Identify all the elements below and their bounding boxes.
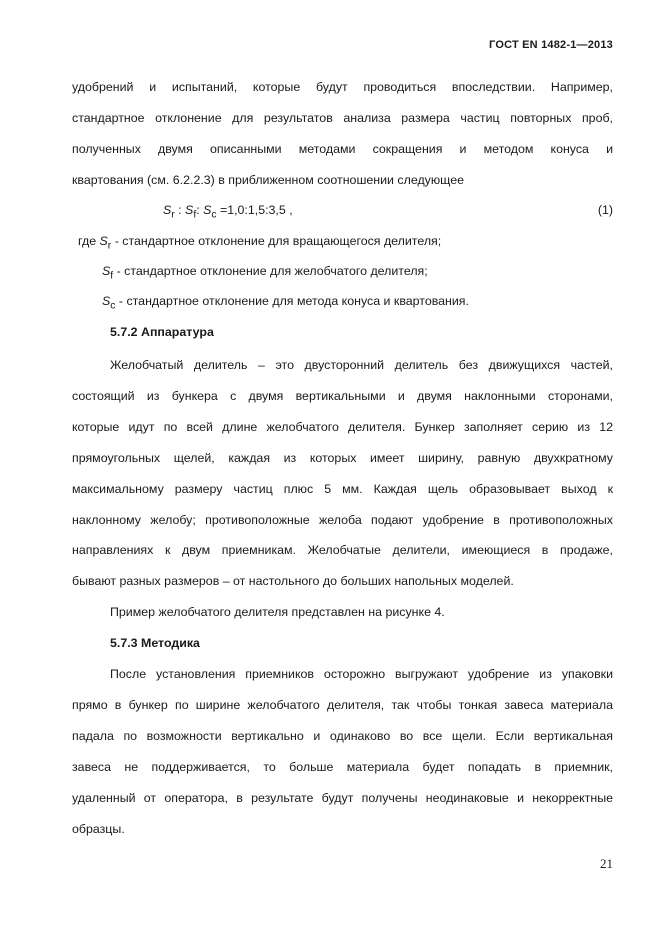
formula-subscript: f <box>193 209 197 221</box>
definition-subscript: c <box>110 300 116 312</box>
section-heading: 5.7.2 Аппаратура <box>110 325 214 339</box>
para1-line: стандартное отклонение для результатов анализа размера частиц повторных проб, <box>72 111 613 125</box>
definition-subscript: f <box>110 270 114 282</box>
para2-line: Желобчатый делитель – это двусторонний делитель без движущихся частей, <box>110 358 613 372</box>
formula-separator: : <box>174 203 186 217</box>
para2-line: бывают разных размеров – от настольного до больших напольных моделей. <box>72 574 514 588</box>
para4-line: прямо в бункер по ширине желобчатого делителя, так чтобы тонкая завеса материала <box>72 698 613 712</box>
para2-line: максимальному размеру частиц плюс 5 мм. Каждая щель образовывает выход к <box>72 482 613 496</box>
definition-subscript: r <box>107 240 112 252</box>
formula-symbol: S <box>185 203 194 217</box>
para4-line: образцы. <box>72 822 125 836</box>
para2-line: направлениях к двум приемникам. Желобчатые делители, имеющиеся в продаже, <box>72 543 613 557</box>
formula-subscript: r <box>171 209 175 221</box>
para4-line: После установления приемников осторожно выгружают удобрение из упаковки <box>110 667 613 681</box>
definition-prefix: где <box>78 234 100 248</box>
section-heading: 5.7.3 Методика <box>110 636 200 650</box>
para1-line: полученных двумя описанными методами сокращения и методом конуса и <box>72 142 613 156</box>
para4-line: завеса не поддерживается, то больше материала будет попадать в приемник, <box>72 760 613 774</box>
para3-line: Пример желобчатого делителя представлен на рисунке 4. <box>110 605 445 619</box>
formula-subscript: c <box>211 209 217 221</box>
formula <box>163 203 293 220</box>
document-header: ГОСТ EN 1482-1—2013 <box>489 39 613 51</box>
para4-line: удаленный от оператора, в результате будут получены неодинаковые и некорректные <box>72 791 613 805</box>
definition-row <box>102 294 469 311</box>
para1-line: удобрений и испытаний, которые будут проводиться впоследствии. Например, <box>72 80 613 94</box>
para2-line: состоящий из бункера с двумя вертикальными и двумя наклонными сторонами, <box>72 389 613 403</box>
para1-line: квартования (см. 6.2.2.3) в приближенном соотношении следующее <box>72 173 465 187</box>
para2-line: которые идут по всей длине желобчатого делителя. Бункер заполняет серию из 12 <box>72 420 613 434</box>
equation-number: (1) <box>597 203 613 217</box>
page-number: 21 <box>600 856 613 871</box>
definition-text: - стандартное отклонение для метода конуса и квартования. <box>115 294 469 308</box>
definition-text: - стандартное отклонение для желобчатого делителя; <box>113 264 428 278</box>
formula-symbol: S <box>203 203 212 217</box>
definition-row <box>78 234 441 251</box>
definition-symbol: S <box>99 234 108 248</box>
para2-line: прямоугольных щелей, каждая из которых имеет ширину, равную двухкратному <box>72 451 613 465</box>
formula-separator: : <box>196 203 204 217</box>
formula-symbol: S <box>163 203 172 217</box>
formula-ratio: =1,0:1,5:3,5 , <box>216 203 293 217</box>
definition-text: - стандартное отклонение для вращающегося делителя; <box>111 234 442 248</box>
para2-line: наклонному желобу; противоположные желоба подают удобрение в противоположных <box>72 513 613 527</box>
definition-row <box>102 264 428 281</box>
definition-symbol: S <box>102 294 111 308</box>
definition-symbol: S <box>102 264 111 278</box>
para4-line: падала по возможности вертикально и одинаково во все щели. Если вертикальная <box>72 729 613 743</box>
